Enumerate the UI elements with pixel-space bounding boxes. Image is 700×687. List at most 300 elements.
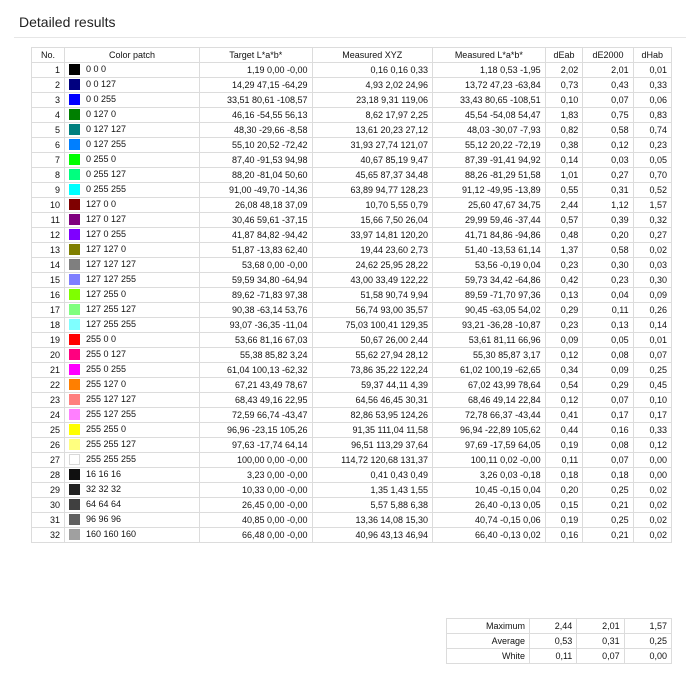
target-lab-cell: 41,87 84,82 -94,42 [200,228,313,243]
color-patch-label: 0 0 127 [86,79,117,90]
de2000-cell: 0,43 [583,78,633,93]
target-lab-cell: 67,21 43,49 78,67 [200,378,313,393]
dhab-cell: 0,27 [633,228,671,243]
color-patch-label: 64 64 64 [86,499,122,510]
deab-cell: 0,73 [545,78,583,93]
table-row [32,468,672,483]
color-patch-cell [65,183,200,198]
target-lab-cell: 61,04 100,13 -62,32 [200,363,313,378]
measured-lab-cell: 53,61 81,11 66,96 [433,333,546,348]
row-number: 20 [32,348,65,363]
header-no: No. [32,48,65,63]
color-swatch [69,214,80,225]
color-swatch [69,409,80,420]
de2000-cell: 0,05 [583,333,633,348]
dhab-cell: 0,74 [633,123,671,138]
summary-row-maximum [447,619,672,634]
deab-cell: 0,41 [545,408,583,423]
color-patch-cell [65,93,200,108]
target-lab-cell: 90,38 -63,14 53,76 [200,303,313,318]
target-lab-cell: 33,51 80,61 -108,57 [200,93,313,108]
measured-xyz-cell: 19,44 23,60 2,73 [312,243,433,258]
row-number: 19 [32,333,65,348]
color-patch-cell [65,468,200,483]
dhab-cell: 0,14 [633,318,671,333]
target-lab-cell: 26,08 48,18 37,09 [200,198,313,213]
row-number: 4 [32,108,65,123]
color-swatch [69,184,80,195]
summary-de2000: 2,01 [577,619,624,634]
de2000-cell: 2,01 [583,63,633,78]
deab-cell: 2,44 [545,198,583,213]
color-patch-label: 0 127 0 [86,109,117,120]
row-number: 32 [32,528,65,543]
color-patch-cell [65,333,200,348]
measured-lab-cell: 90,45 -63,05 54,02 [433,303,546,318]
table-row [32,168,672,183]
color-swatch [69,364,80,375]
color-swatch [69,439,80,450]
color-patch-cell [65,438,200,453]
color-patch-label: 127 255 255 [86,319,137,330]
header-color-patch: Color patch [65,48,200,63]
row-number: 21 [32,363,65,378]
color-patch-cell [65,153,200,168]
measured-lab-cell: 68,46 49,14 22,84 [433,393,546,408]
target-lab-cell: 26,45 0,00 -0,00 [200,498,313,513]
color-swatch [69,424,80,435]
measured-xyz-cell: 13,36 14,08 15,30 [312,513,433,528]
de2000-cell: 0,03 [583,153,633,168]
table-row [32,63,672,78]
deab-cell: 0,48 [545,228,583,243]
dhab-cell: 0,12 [633,438,671,453]
summary-dhab: 0,00 [624,649,671,664]
de2000-cell: 0,30 [583,258,633,273]
dhab-cell: 0,00 [633,453,671,468]
color-patch-label: 0 255 0 [86,154,117,165]
deab-cell: 0,19 [545,438,583,453]
color-swatch [69,199,80,210]
color-patch-label: 255 255 127 [86,439,137,450]
measured-xyz-cell: 114,72 120,68 131,37 [312,453,433,468]
measured-xyz-cell: 23,18 9,31 119,06 [312,93,433,108]
color-patch-label: 255 0 0 [86,334,117,345]
measured-xyz-cell: 43,00 33,49 122,22 [312,273,433,288]
deab-cell: 0,54 [545,378,583,393]
target-lab-cell: 91,00 -49,70 -14,36 [200,183,313,198]
de2000-cell: 0,75 [583,108,633,123]
measured-xyz-cell: 91,35 111,04 11,58 [312,423,433,438]
deab-cell: 0,23 [545,318,583,333]
measured-lab-cell: 25,60 47,67 34,75 [433,198,546,213]
measured-xyz-cell: 63,89 94,77 128,23 [312,183,433,198]
measured-lab-cell: 91,12 -49,95 -13,89 [433,183,546,198]
header-deab: dEab [545,48,583,63]
deab-cell: 0,13 [545,288,583,303]
deab-cell: 0,11 [545,453,583,468]
color-patch-cell [65,498,200,513]
row-number: 18 [32,318,65,333]
table-row [32,93,672,108]
color-swatch [69,274,80,285]
deab-cell: 0,38 [545,138,583,153]
row-number: 26 [32,438,65,453]
color-patch-label: 255 255 255 [86,454,137,465]
de2000-cell: 0,07 [583,93,633,108]
row-number: 9 [32,183,65,198]
header-dhab: dHab [633,48,671,63]
dhab-cell: 0,10 [633,393,671,408]
row-number: 28 [32,468,65,483]
color-patch-label: 127 127 255 [86,274,137,285]
deab-cell: 0,23 [545,258,583,273]
dhab-cell: 0,07 [633,348,671,363]
deab-cell: 0,10 [545,93,583,108]
table-row [32,288,672,303]
table-row [32,333,672,348]
summary-label: White [447,649,530,664]
summary-row-average [447,634,672,649]
table-row [32,423,672,438]
header-measured-xyz: Measured XYZ [312,48,433,63]
color-patch-label: 96 96 96 [86,514,122,525]
dhab-cell: 0,02 [633,528,671,543]
measured-xyz-cell: 51,58 90,74 9,94 [312,288,433,303]
dhab-cell: 0,25 [633,363,671,378]
measured-lab-cell: 66,40 -0,13 0,02 [433,528,546,543]
dhab-cell: 0,83 [633,108,671,123]
header-measured-lab: Measured L*a*b* [433,48,546,63]
color-swatch [69,94,80,105]
measured-lab-cell: 1,18 0,53 -1,95 [433,63,546,78]
summary-row-white [447,649,672,664]
color-patch-cell [65,303,200,318]
measured-lab-cell: 10,45 -0,15 0,04 [433,483,546,498]
de2000-cell: 0,21 [583,498,633,513]
target-lab-cell: 1,19 0,00 -0,00 [200,63,313,78]
row-number: 3 [32,93,65,108]
color-patch-cell [65,378,200,393]
row-number: 31 [32,513,65,528]
de2000-cell: 0,07 [583,453,633,468]
dhab-cell: 0,09 [633,288,671,303]
deab-cell: 0,16 [545,528,583,543]
measured-lab-cell: 55,30 85,87 3,17 [433,348,546,363]
color-swatch [69,244,80,255]
table-header-row [32,48,672,63]
table-row [32,138,672,153]
deab-cell: 0,12 [545,348,583,363]
table-row [32,78,672,93]
measured-lab-cell: 40,74 -0,15 0,06 [433,513,546,528]
color-patch-cell [65,423,200,438]
table-row [32,408,672,423]
target-lab-cell: 53,66 81,16 67,03 [200,333,313,348]
color-patch-cell [65,513,200,528]
color-swatch [69,484,80,495]
de2000-cell: 0,25 [583,513,633,528]
dhab-cell: 0,06 [633,93,671,108]
color-patch-cell [65,198,200,213]
table-row [32,303,672,318]
deab-cell: 1,83 [545,108,583,123]
dhab-cell: 0,00 [633,468,671,483]
table-row [32,393,672,408]
color-patch-cell [65,78,200,93]
target-lab-cell: 96,96 -23,15 105,26 [200,423,313,438]
color-patch-label: 127 0 0 [86,199,117,210]
target-lab-cell: 87,40 -91,53 94,98 [200,153,313,168]
deab-cell: 0,57 [545,213,583,228]
target-lab-cell: 51,87 -13,83 62,40 [200,243,313,258]
summary-dhab: 0,25 [624,634,671,649]
measured-xyz-cell: 59,37 44,11 4,39 [312,378,433,393]
measured-xyz-cell: 56,74 93,00 35,57 [312,303,433,318]
dhab-cell: 1,57 [633,198,671,213]
color-patch-label: 255 127 127 [86,394,137,405]
color-patch-cell [65,273,200,288]
target-lab-cell: 55,10 20,52 -72,42 [200,138,313,153]
color-patch-cell [65,363,200,378]
target-lab-cell: 46,16 -54,55 56,13 [200,108,313,123]
table-row [32,498,672,513]
color-patch-label: 0 0 0 [86,64,107,75]
table-row [32,528,672,543]
measured-lab-cell: 67,02 43,99 78,64 [433,378,546,393]
target-lab-cell: 55,38 85,82 3,24 [200,348,313,363]
color-patch-cell [65,318,200,333]
color-patch-label: 127 0 255 [86,229,127,240]
measured-xyz-cell: 33,97 14,81 120,20 [312,228,433,243]
title-divider [14,37,686,38]
de2000-cell: 0,29 [583,378,633,393]
table-row [32,108,672,123]
measured-xyz-cell: 8,62 17,97 2,25 [312,108,433,123]
row-number: 6 [32,138,65,153]
deab-cell: 0,29 [545,303,583,318]
summary-deab: 0,11 [530,649,577,664]
color-patch-cell [65,63,200,78]
row-number: 23 [32,393,65,408]
row-number: 27 [32,453,65,468]
target-lab-cell: 53,68 0,00 -0,00 [200,258,313,273]
deab-cell: 1,01 [545,168,583,183]
measured-lab-cell: 26,40 -0,13 0,05 [433,498,546,513]
target-lab-cell: 93,07 -36,35 -11,04 [200,318,313,333]
table-row [32,363,672,378]
color-swatch [69,379,80,390]
color-swatch [69,139,80,150]
header-target-lab: Target L*a*b* [200,48,313,63]
color-patch-cell [65,408,200,423]
table-row [32,453,672,468]
de2000-cell: 0,31 [583,183,633,198]
row-number: 16 [32,288,65,303]
color-swatch [69,169,80,180]
measured-lab-cell: 72,78 66,37 -43,44 [433,408,546,423]
measured-lab-cell: 13,72 47,23 -63,84 [433,78,546,93]
de2000-cell: 0,58 [583,243,633,258]
table-row [32,228,672,243]
table-row [32,243,672,258]
color-patch-label: 16 16 16 [86,469,122,480]
color-swatch [69,349,80,360]
measured-xyz-cell: 24,62 25,95 28,22 [312,258,433,273]
deab-cell: 0,82 [545,123,583,138]
de2000-cell: 1,12 [583,198,633,213]
color-swatch [69,394,80,405]
dhab-cell: 0,01 [633,63,671,78]
measured-xyz-cell: 40,67 85,19 9,47 [312,153,433,168]
measured-xyz-cell: 13,61 20,23 27,12 [312,123,433,138]
measured-xyz-cell: 40,96 43,13 46,94 [312,528,433,543]
color-patch-label: 255 127 255 [86,409,137,420]
de2000-cell: 0,08 [583,438,633,453]
color-patch-cell [65,108,200,123]
measured-lab-cell: 53,56 -0,19 0,04 [433,258,546,273]
color-swatch [69,529,80,540]
color-swatch [69,154,80,165]
measured-lab-cell: 41,71 84,86 -94,86 [433,228,546,243]
target-lab-cell: 48,30 -29,66 -8,58 [200,123,313,138]
target-lab-cell: 10,33 0,00 -0,00 [200,483,313,498]
table-row [32,483,672,498]
summary-label: Average [447,634,530,649]
deab-cell: 0,34 [545,363,583,378]
table-row [32,438,672,453]
measured-xyz-cell: 55,62 27,94 28,12 [312,348,433,363]
target-lab-cell: 59,59 34,80 -64,94 [200,273,313,288]
color-patch-cell [65,393,200,408]
color-swatch [69,319,80,330]
dhab-cell: 0,33 [633,78,671,93]
color-patch-cell [65,243,200,258]
de2000-cell: 0,12 [583,138,633,153]
measured-lab-cell: 89,59 -71,70 97,36 [433,288,546,303]
row-number: 25 [32,423,65,438]
table-row [32,273,672,288]
measured-xyz-cell: 0,41 0,43 0,49 [312,468,433,483]
table-row [32,183,672,198]
color-swatch [69,304,80,315]
dhab-cell: 0,30 [633,273,671,288]
color-patch-label: 0 255 255 [86,184,127,195]
dhab-cell: 0,33 [633,423,671,438]
row-number: 22 [32,378,65,393]
de2000-cell: 0,07 [583,393,633,408]
measured-xyz-cell: 15,66 7,50 26,04 [312,213,433,228]
de2000-cell: 0,18 [583,468,633,483]
color-patch-cell [65,123,200,138]
deab-cell: 0,12 [545,393,583,408]
measured-lab-cell: 61,02 100,19 -62,65 [433,363,546,378]
color-patch-label: 127 127 0 [86,244,127,255]
row-number: 11 [32,213,65,228]
deab-cell: 0,15 [545,498,583,513]
color-swatch [69,109,80,120]
summary-de2000: 0,31 [577,634,624,649]
measured-xyz-cell: 5,57 5,88 6,38 [312,498,433,513]
color-swatch [69,454,80,465]
table-row [32,378,672,393]
measured-xyz-cell: 10,70 5,55 0,79 [312,198,433,213]
measured-lab-cell: 29,99 59,46 -37,44 [433,213,546,228]
summary-de2000: 0,07 [577,649,624,664]
de2000-cell: 0,11 [583,303,633,318]
dhab-cell: 0,02 [633,498,671,513]
deab-cell: 0,09 [545,333,583,348]
dhab-cell: 0,17 [633,408,671,423]
target-lab-cell: 30,46 59,61 -37,15 [200,213,313,228]
measured-lab-cell: 51,40 -13,53 61,14 [433,243,546,258]
target-lab-cell: 97,63 -17,74 64,14 [200,438,313,453]
color-patch-label: 255 0 255 [86,364,127,375]
color-patch-label: 0 127 127 [86,124,127,135]
de2000-cell: 0,25 [583,483,633,498]
color-swatch [69,124,80,135]
measured-lab-cell: 33,43 80,65 -108,51 [433,93,546,108]
row-number: 10 [32,198,65,213]
row-number: 29 [32,483,65,498]
row-number: 30 [32,498,65,513]
measured-lab-cell: 55,12 20,22 -72,19 [433,138,546,153]
color-patch-cell [65,228,200,243]
dhab-cell: 0,23 [633,138,671,153]
measured-lab-cell: 96,94 -22,89 105,62 [433,423,546,438]
summary-table [446,618,672,664]
color-swatch [69,499,80,510]
measured-lab-cell: 59,73 34,42 -64,86 [433,273,546,288]
dhab-cell: 0,70 [633,168,671,183]
measured-lab-cell: 45,54 -54,08 54,47 [433,108,546,123]
deab-cell: 2,02 [545,63,583,78]
row-number: 8 [32,168,65,183]
summary-deab: 2,44 [530,619,577,634]
de2000-cell: 0,04 [583,288,633,303]
table-row [32,258,672,273]
color-swatch [69,64,80,75]
table-row [32,348,672,363]
summary-deab: 0,53 [530,634,577,649]
deab-cell: 0,18 [545,468,583,483]
results-table [31,47,672,543]
row-number: 12 [32,228,65,243]
dhab-cell: 0,02 [633,483,671,498]
de2000-cell: 0,27 [583,168,633,183]
table-row [32,318,672,333]
measured-xyz-cell: 96,51 113,29 37,64 [312,438,433,453]
measured-xyz-cell: 45,65 87,37 34,48 [312,168,433,183]
target-lab-cell: 66,48 0,00 -0,00 [200,528,313,543]
color-patch-label: 0 0 255 [86,94,117,105]
table-row [32,213,672,228]
measured-xyz-cell: 82,86 53,95 124,26 [312,408,433,423]
deab-cell: 0,55 [545,183,583,198]
dhab-cell: 0,45 [633,378,671,393]
target-lab-cell: 3,23 0,00 -0,00 [200,468,313,483]
measured-lab-cell: 88,26 -81,29 51,58 [433,168,546,183]
measured-xyz-cell: 0,16 0,16 0,33 [312,63,433,78]
de2000-cell: 0,16 [583,423,633,438]
target-lab-cell: 100,00 0,00 -0,00 [200,453,313,468]
de2000-cell: 0,23 [583,273,633,288]
measured-lab-cell: 97,69 -17,59 64,05 [433,438,546,453]
measured-xyz-cell: 75,03 100,41 129,35 [312,318,433,333]
de2000-cell: 0,39 [583,213,633,228]
color-patch-label: 255 127 0 [86,379,127,390]
table-row [32,123,672,138]
